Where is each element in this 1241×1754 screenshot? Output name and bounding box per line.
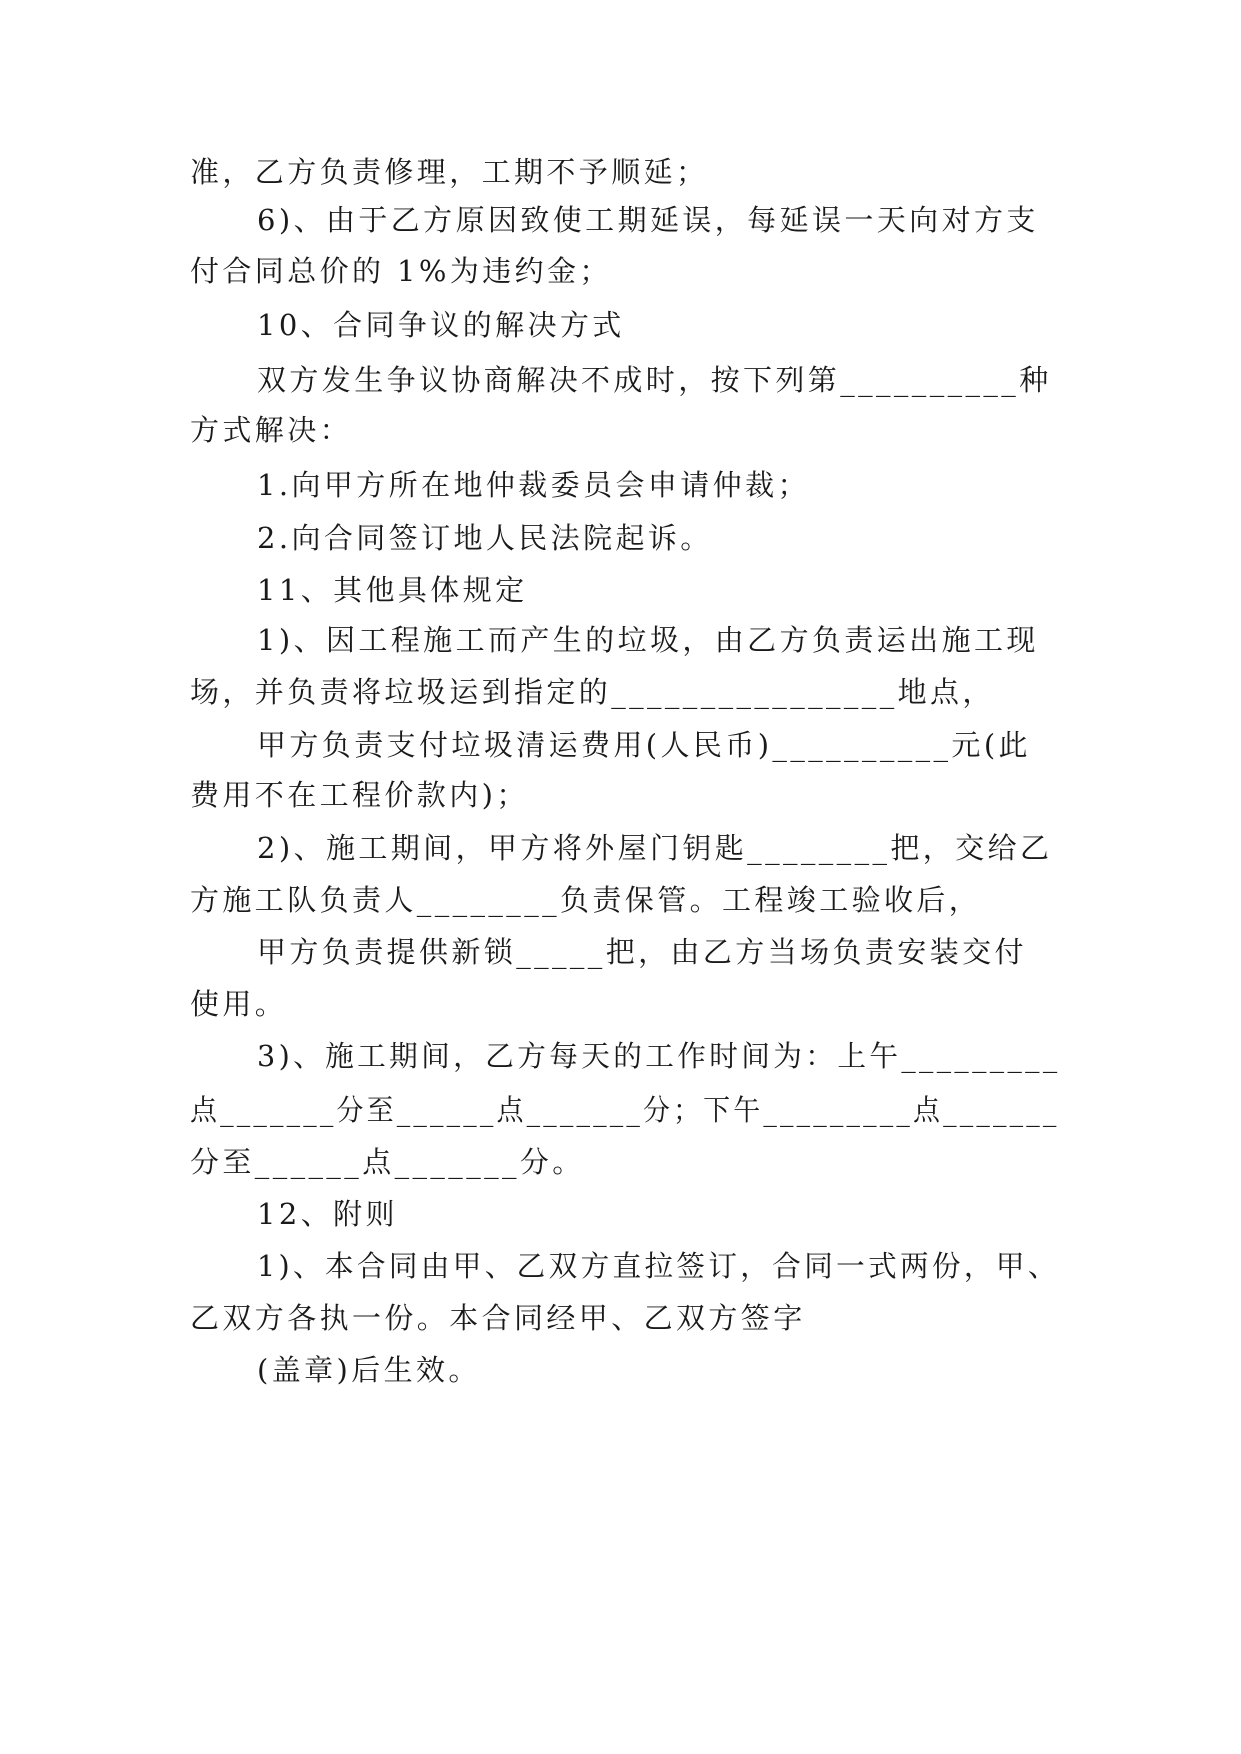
text-line: 准，乙方负责修理，工期不予顺延；: [190, 155, 709, 189]
section-heading: 10、合同争议的解决方式: [257, 308, 625, 342]
text-line: 方式解决：: [190, 413, 353, 447]
text-line: 使用。: [190, 987, 288, 1021]
text-line: 1)、因工程施工而产生的垃圾，由乙方负责运出施工现: [257, 623, 1039, 657]
text-line: 甲方负责支付垃圾清运费用(人民币)__________元(此: [257, 728, 1031, 762]
text-line: 分至______点_______分。: [190, 1145, 585, 1179]
text-line: 双方发生争议协商解决不成时，按下列第__________种: [257, 363, 1052, 397]
text-line: 付合同总价的 1%为违约金；: [190, 254, 612, 288]
text-line: 点_______分至______点_______分；下午_________点_______: [190, 1093, 1060, 1127]
text-line: 费用不在工程价款内)；: [190, 778, 529, 812]
text-line: 甲方负责提供新锁_____把，由乙方当场负责安装交付: [257, 935, 1027, 969]
text-line: 方施工队负责人________负责保管。工程竣工验收后，: [190, 883, 982, 917]
text-line: 1)、本合同由甲、乙双方直拉签订，合同一式两份，甲、: [257, 1249, 1060, 1283]
text-line: 乙双方各执一份。本合同经甲、乙双方签字: [190, 1301, 806, 1335]
section-heading: 11、其他具体规定: [257, 573, 528, 607]
text-line: 2.向合同签订地人民法院起诉。: [257, 521, 713, 555]
text-line: 3)、施工期间，乙方每天的工作时间为：上午_________: [257, 1039, 1061, 1073]
text-line: 2)、施工期间，甲方将外屋门钥匙________把，交给乙: [257, 831, 1053, 865]
text-line: (盖章)后生效。: [257, 1353, 481, 1387]
text-line: 6)、由于乙方原因致使工期延误，每延误一天向对方支: [257, 203, 1039, 237]
text-line: 1.向甲方所在地仲裁委员会申请仲裁；: [257, 468, 810, 502]
section-heading: 12、附则: [257, 1197, 398, 1231]
text-line: 场，并负责将垃圾运到指定的________________地点，: [190, 675, 995, 709]
